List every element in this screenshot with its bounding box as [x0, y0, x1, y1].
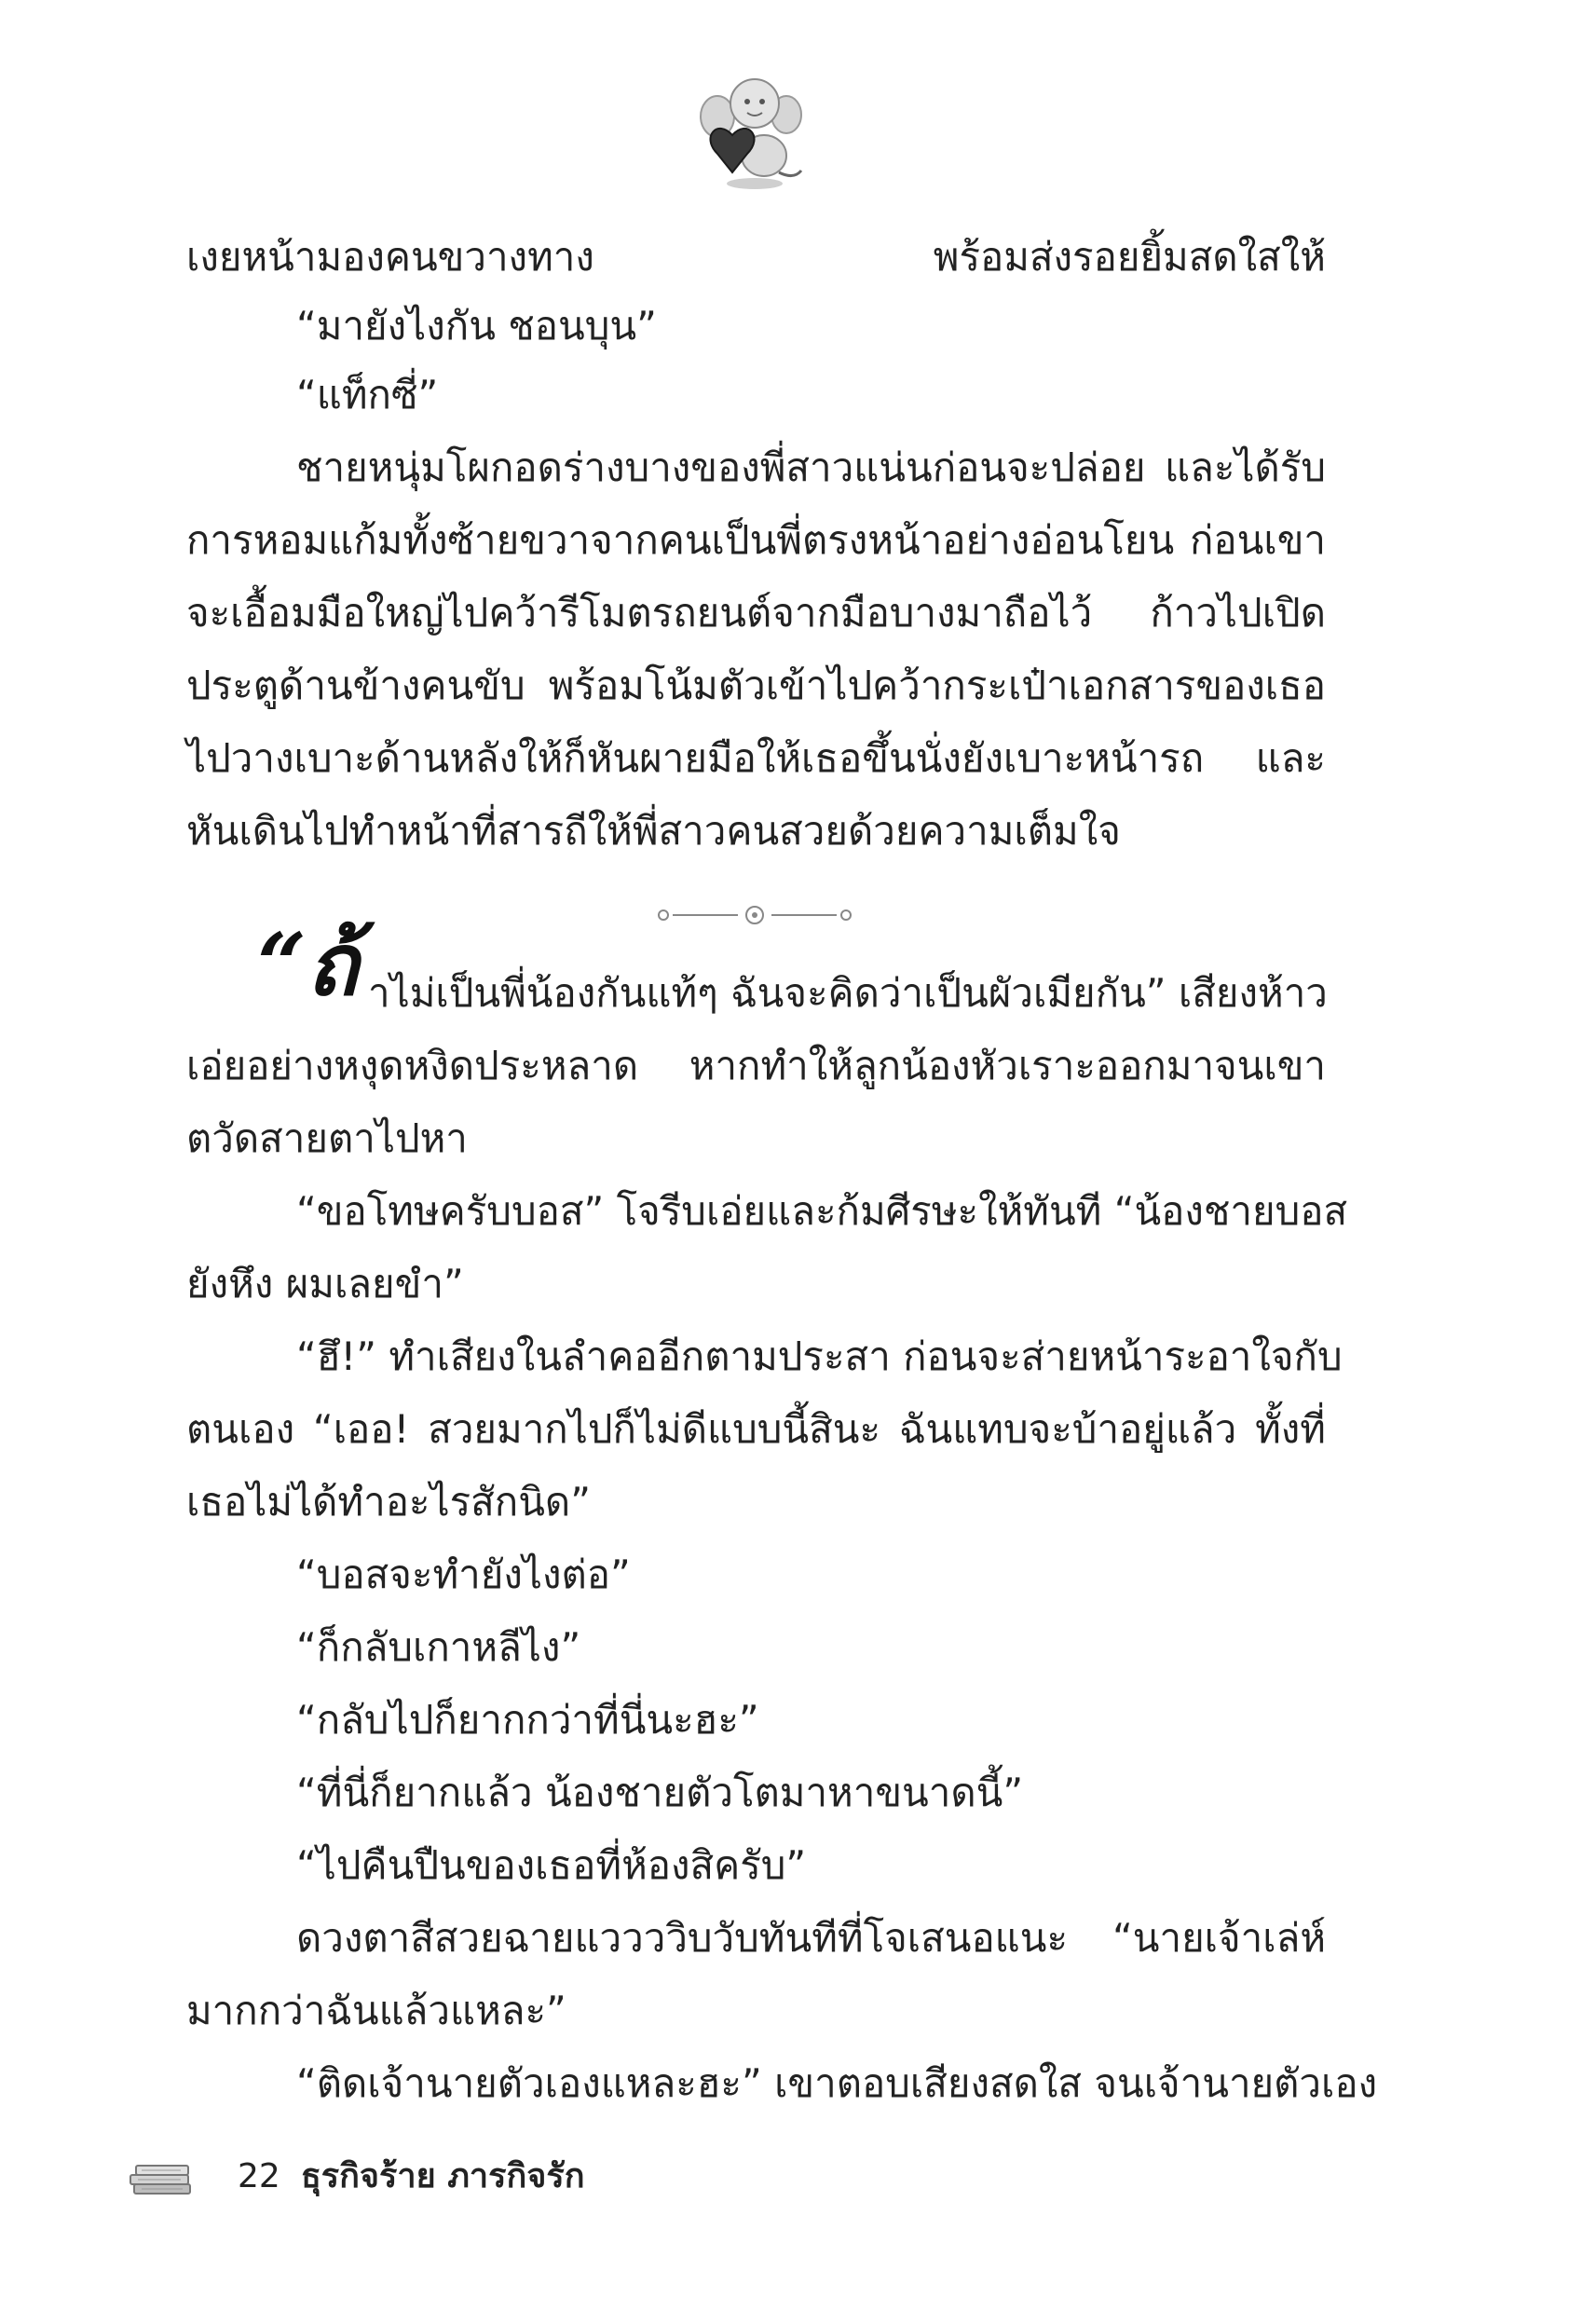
- page-number: 22: [238, 2157, 280, 2195]
- text-line: “บอสจะทำยังไงต่อ”: [296, 1552, 631, 1597]
- text-line: หันเดินไปทำหน้าที่สารถีให้พี่สาวคนสวยด้วยความเต็มใจ: [186, 808, 1121, 854]
- text-line: “ที่นี่ก็ยากแล้ว น้องชายตัวโตมาหาขนาดนี้”: [296, 1770, 1024, 1815]
- text-line: “แท็กซี่”: [296, 372, 439, 417]
- text-line: ตวัดสายตาไปหา: [186, 1115, 468, 1161]
- text-line: ประตูด้านข้างคนขับ พร้อมโน้มตัวเข้าไปคว้ากระเป๋าเอกสารของเธอ: [186, 663, 1326, 708]
- text-line: “มายังไงกัน ชอนบุน”: [296, 303, 657, 349]
- drop-cap: “ถ้: [257, 914, 359, 1015]
- text-line: ยังหึง ผมเลยขำ”: [186, 1261, 464, 1306]
- text-line: ชายหนุ่มโผกอดร่างบางของพี่สาวแน่นก่อนจะปล่อย และได้รับ: [296, 444, 1326, 490]
- text-line: “ขอโทษครับบอส” โจรีบเอ่ยและก้มศีรษะให้ทันที “น้องชายบอส: [296, 1188, 1348, 1234]
- book-title: ธุรกิจร้าย ภารกิจรัก: [300, 2157, 585, 2195]
- text-line: “ฮึ!” ทำเสียงในลำคออีกตามประสา ก่อนจะส่ายหน้าระอาใจกับ: [296, 1333, 1343, 1379]
- page-footer: [238, 2151, 585, 2203]
- text-line: ไปวางเบาะด้านหลังให้ก็หันผายมือให้เธอขึ้นนั่งยังเบาะหน้ารถ และ: [186, 735, 1326, 781]
- book-stack-icon: [129, 2160, 196, 2197]
- text-line: จะเอื้อมมือใหญ่ไปคว้ารีโมตรถยนต์จากมือบางมาถือไว้ ก้าวไปเปิด: [186, 590, 1326, 636]
- text-line: การหอมแก้มทั้งซ้ายขวาจากคนเป็นพี่ตรงหน้าอย่างอ่อนโยน ก่อนเขา: [186, 517, 1326, 563]
- text-line: เงยหน้ามองคนขวางทาง พร้อมส่งรอยยิ้มสดใสให้: [186, 234, 1326, 280]
- text-line: ตนเอง “เออ! สวยมากไปก็ไม่ดีแบบนี้สินะ ฉันแทบจะบ้าอยู่แล้ว ทั้งที่: [186, 1406, 1326, 1452]
- text-line: เธอไม่ได้ทำอะไรสักนิด”: [186, 1479, 591, 1525]
- scene-divider-ornament-icon: [652, 896, 857, 934]
- text-line: “ก็กลับเกาหลีไง”: [296, 1624, 581, 1670]
- text-line: “ติดเจ้านายตัวเองแหละฮะ” เขาตอบเสียงสดใส จนเจ้านายตัวเอง: [296, 2060, 1378, 2106]
- text-line: “กลับไปก็ยากกว่าที่นี่นะฮะ”: [296, 1697, 759, 1743]
- text-line: ดวงตาสีสวยฉายแววววิบวับทันทีที่โจเสนอแนะ “นายเจ้าเล่ห์: [296, 1915, 1326, 1961]
- text-line: เอ่ยอย่างหงุดหงิดประหลาด หากทำให้ลูกน้องหัวเราะออกมาจนเขา: [186, 1043, 1326, 1088]
- text-line: มากกว่าฉันแล้วแหละ”: [186, 1988, 566, 2033]
- text-line: “ไปคืนปืนของเธอที่ห้องสิครับ”: [296, 1842, 807, 1888]
- cherub-heart-icon: [689, 70, 811, 191]
- text-line: าไม่เป็นพี่น้องกันแท้ๆ ฉันจะคิดว่าเป็นผัวเมียกัน” เสียงห้าว: [368, 970, 1328, 1016]
